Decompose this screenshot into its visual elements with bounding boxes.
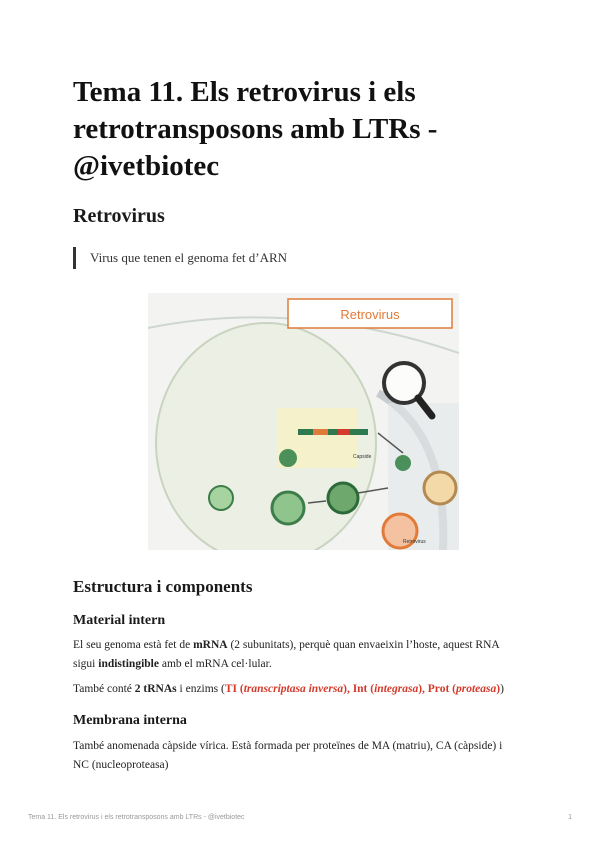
figure-label: Retrovirus [340,307,400,322]
page-footer: Tema 11. Els retrovirus i els retrotransposons amb LTRs - @ivetbiotec [28,814,245,821]
paragraph-genome: El seu genoma està fet de mRNA (2 subunitats), perquè quan envaeixin l’hoste, aquest RNA sigui indistingible amb el mRNA cel·lular. [73,639,500,670]
quote-block [73,247,287,269]
figure-small-label-retrovirus: Retrovirus [403,539,426,545]
enzyme-list: TI (transcriptasa inversa), Int (integrasa), Prot (proteasa) [224,683,501,695]
paragraph-capside: També anomenada càpside vírica. Està formada per proteïnes de MA (matriu), CA (càpside) i NC (nucleoproteasa) [73,740,503,771]
subsection-title: Estructura i components [73,577,253,596]
quote-text: Virus que tenen el genoma fet d’ARN [90,250,288,265]
page-number: 1 [568,814,572,821]
page-title: Tema 11. Els retrovirus i els retrotransposons amb LTRs - @ivetbiotec [73,76,438,182]
section-title: Retrovirus [73,205,165,227]
retrovirus-lifecycle-figure [148,293,459,550]
figure-small-label-capside: Capside [353,454,372,460]
heading-membrana-interna: Membrana interna [73,713,187,728]
paragraph-enzymes: També conté 2 tRNAs i enzims (TI (transcriptasa inversa), Int (integrasa), Prot (proteasa)) [73,683,504,695]
heading-material-intern: Material intern [73,613,166,628]
